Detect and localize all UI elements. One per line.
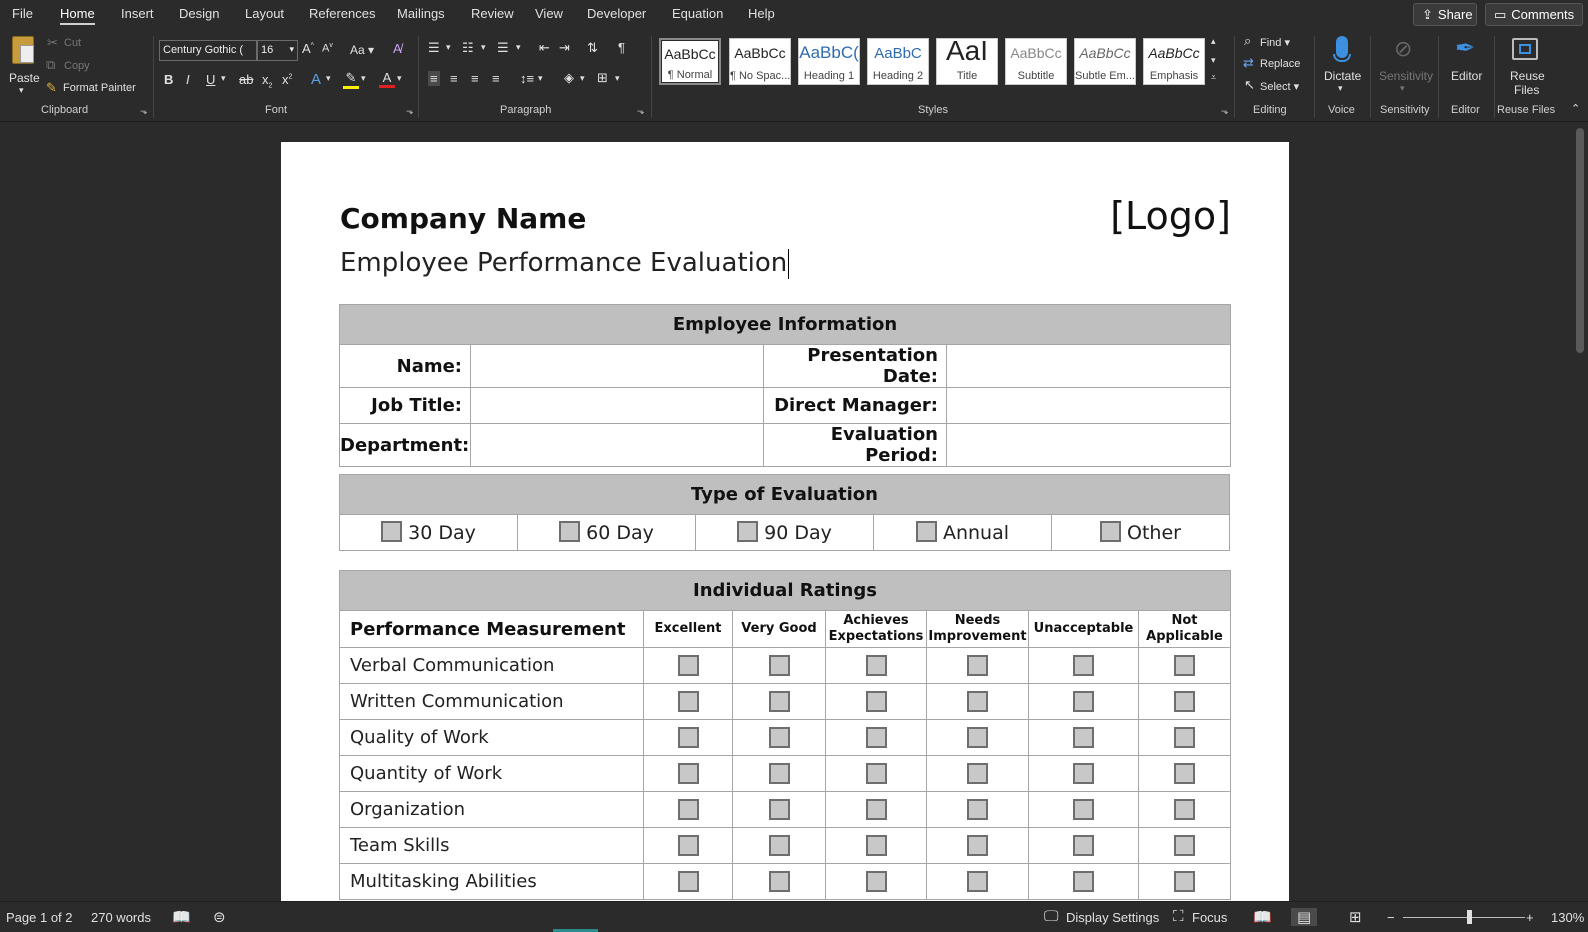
chevron-down-icon[interactable]: ▾: [326, 73, 331, 83]
tab-equation[interactable]: Equation: [672, 6, 724, 21]
scrollbar-thumb[interactable]: [1576, 128, 1584, 353]
zoom-slider-thumb[interactable]: [1467, 910, 1472, 924]
comment-icon: ▭: [1494, 6, 1507, 22]
zoom-out-button[interactable]: −: [1387, 910, 1395, 925]
tab-mailings[interactable]: Mailings: [397, 6, 445, 21]
rating-cell: [733, 828, 826, 864]
rating-cell: [1139, 756, 1231, 792]
read-mode-book-icon[interactable]: 📖: [172, 909, 191, 926]
select-cursor-icon: ↖: [1244, 77, 1255, 92]
rating-column-header: Unacceptable: [1029, 611, 1139, 648]
paste-button[interactable]: Paste ▾: [8, 34, 40, 96]
clipboard-group-label: Clipboard: [41, 104, 89, 116]
evaluation-type-heading: Type of Evaluation: [340, 475, 1230, 515]
rating-checkbox[interactable]: [967, 727, 988, 748]
focus-button[interactable]: Focus: [1192, 910, 1228, 925]
rating-cell: [644, 756, 733, 792]
display-settings-button[interactable]: Display Settings: [1066, 910, 1160, 925]
presentation-date-label: Presentation Date:: [764, 345, 947, 388]
rating-column-header: Not Applicable: [1139, 611, 1231, 648]
rating-cell: [644, 648, 733, 684]
table-row: [340, 648, 1231, 684]
rating-checkbox[interactable]: [1174, 799, 1195, 820]
table-row: [340, 756, 1231, 792]
align-center-icon[interactable]: ≡: [450, 71, 458, 86]
copy-button[interactable]: Copy: [64, 60, 90, 72]
rating-cell: [1029, 720, 1139, 756]
numbering-icon[interactable]: ☷: [462, 40, 474, 55]
evaluation-option-annual[interactable]: Annual: [874, 515, 1052, 551]
reuse-files-group-label: Reuse Files: [1497, 104, 1556, 116]
gallery-more-icon[interactable]: ⩡: [1211, 72, 1217, 82]
rating-checkbox[interactable]: [1174, 655, 1195, 676]
copy-icon: ⧉: [46, 57, 56, 72]
rating-cell: [826, 684, 927, 720]
rating-column-header: Very Good: [733, 611, 826, 648]
highlight-icon[interactable]: ✎: [343, 70, 359, 89]
style-subtitle[interactable]: AaBbCc Subtitle: [1005, 38, 1067, 85]
logo-placeholder[interactable]: [Logo]: [1110, 194, 1231, 238]
comments-button[interactable]: ▭ Comments: [1485, 3, 1583, 26]
tab-references[interactable]: References: [309, 6, 376, 21]
rating-cell: [1029, 648, 1139, 684]
name-label: Name:: [340, 345, 471, 388]
editor-group-label: Editor: [1451, 104, 1480, 116]
rating-cell: [927, 756, 1029, 792]
gallery-down-icon[interactable]: ▾: [1211, 55, 1216, 65]
zoom-level[interactable]: 130%: [1551, 910, 1585, 925]
sensitivity-icon: ⊘: [1394, 36, 1413, 61]
cut-button[interactable]: Cut: [64, 37, 82, 49]
table-row: [340, 684, 1231, 720]
chevron-down-icon[interactable]: ▾: [446, 42, 451, 52]
tab-insert[interactable]: Insert: [121, 6, 154, 21]
text-cursor: [788, 249, 789, 279]
rating-checkbox[interactable]: [967, 871, 988, 892]
rating-checkbox[interactable]: [967, 763, 988, 784]
style-title[interactable]: AaI Title: [936, 38, 998, 85]
gallery-up-icon[interactable]: ▴: [1211, 36, 1216, 46]
ratings-table: [339, 570, 1231, 900]
display-settings-icon: 🖵: [1044, 908, 1059, 925]
rating-checkbox[interactable]: [678, 691, 699, 712]
rating-checkbox[interactable]: [678, 763, 699, 784]
direct-manager-label: Direct Manager:: [764, 388, 947, 424]
rating-checkbox[interactable]: [1073, 763, 1094, 784]
paragraph-launcher-icon[interactable]: ⬎: [637, 106, 645, 116]
pilcrow-icon[interactable]: ¶: [618, 40, 625, 55]
chevron-down-icon[interactable]: ▾: [221, 73, 226, 83]
rating-cell: [826, 792, 927, 828]
rating-checkbox[interactable]: [769, 727, 790, 748]
subscript-button[interactable]: $x_2$: [262, 72, 273, 90]
text-effects-icon[interactable]: A: [311, 71, 322, 88]
editor-button[interactable]: ✒ Editor: [1451, 35, 1483, 83]
rating-checkbox[interactable]: [1174, 835, 1195, 856]
rating-cell: [733, 756, 826, 792]
strikethrough-button[interactable]: ab: [239, 72, 254, 87]
evaluation-option-90-day[interactable]: 90 Day: [696, 515, 874, 551]
rating-cell: [927, 864, 1029, 900]
chevron-down-icon[interactable]: ▾: [615, 73, 620, 83]
select-button[interactable]: Select ▾: [1260, 81, 1300, 93]
print-layout-icon[interactable]: ▤: [1291, 908, 1317, 926]
multilevel-list-icon[interactable]: ☰: [497, 40, 509, 55]
checkbox[interactable]: [737, 521, 758, 542]
chevron-down-icon[interactable]: ▾: [361, 73, 366, 83]
rating-checkbox[interactable]: [1174, 727, 1195, 748]
chevron-down-icon[interactable]: ▾: [481, 42, 486, 52]
checkbox[interactable]: [916, 521, 937, 542]
evaluation-type-table: [339, 474, 1230, 551]
checkbox[interactable]: [381, 521, 402, 542]
tab-file[interactable]: File: [12, 6, 33, 21]
name-field[interactable]: [471, 345, 764, 388]
rating-cell: [733, 720, 826, 756]
rating-cell: [1029, 684, 1139, 720]
rating-column-header: Achieves Expectations: [826, 611, 927, 648]
rating-checkbox[interactable]: [967, 691, 988, 712]
vertical-scrollbar[interactable]: [1572, 123, 1588, 901]
style-no-spacing[interactable]: AaBbCc ¶ No Spac...: [729, 38, 791, 85]
align-left-icon[interactable]: ≡: [430, 71, 438, 86]
rating-cell: [826, 648, 927, 684]
performance-measure-name: Multitasking Abilities: [340, 864, 644, 900]
voice-group-label: Voice: [1328, 104, 1355, 116]
status-bar: [0, 901, 1588, 932]
rating-cell: [826, 864, 927, 900]
style-heading-2[interactable]: AaBbC Heading 2: [867, 38, 929, 85]
rating-cell: [927, 684, 1029, 720]
rating-cell: [1139, 684, 1231, 720]
font-size-combo[interactable]: 16 ▾: [257, 40, 298, 61]
rating-checkbox[interactable]: [967, 835, 988, 856]
borders-icon[interactable]: ⊞: [597, 70, 608, 85]
rating-checkbox[interactable]: [678, 799, 699, 820]
rating-cell: [1139, 828, 1231, 864]
accessibility-icon[interactable]: ⊜: [213, 909, 226, 926]
direct-manager-field[interactable]: [947, 388, 1231, 424]
underline-button[interactable]: U: [206, 72, 216, 87]
editor-pen-icon: ✒: [1455, 35, 1476, 62]
format-painter-button[interactable]: Format Painter: [63, 82, 136, 94]
ratings-heading: Individual Ratings: [340, 571, 1231, 611]
rating-checkbox[interactable]: [866, 799, 887, 820]
rating-checkbox[interactable]: [866, 727, 887, 748]
rating-cell: [927, 648, 1029, 684]
rating-checkbox[interactable]: [967, 655, 988, 676]
rating-cell: [644, 828, 733, 864]
web-layout-icon[interactable]: ⊞: [1349, 909, 1362, 926]
performance-measure-name: Written Communication: [340, 684, 644, 720]
evaluation-option-other[interactable]: Other: [1052, 515, 1230, 551]
share-icon: ⇪: [1422, 6, 1433, 22]
performance-measure-name: Quantity of Work: [340, 756, 644, 792]
document-canvas: [0, 123, 1572, 901]
company-name[interactable]: Company Name: [340, 202, 587, 235]
employee-info-heading: Employee Information: [340, 305, 1231, 345]
rating-checkbox[interactable]: [1174, 691, 1195, 712]
font-name-combo[interactable]: Century Gothic (: [159, 40, 257, 61]
chevron-down-icon: ▾: [289, 44, 294, 54]
sort-icon[interactable]: ⇅: [587, 40, 598, 55]
read-mode-icon[interactable]: 📖: [1253, 909, 1272, 926]
rating-checkbox[interactable]: [1073, 799, 1094, 820]
rating-checkbox[interactable]: [866, 691, 887, 712]
increase-indent-icon[interactable]: ⇥: [559, 40, 570, 55]
zoom-in-button[interactable]: +: [1526, 910, 1534, 925]
rating-cell: [644, 864, 733, 900]
clear-formatting-icon[interactable]: A̸: [393, 41, 402, 56]
rating-checkbox[interactable]: [769, 655, 790, 676]
styles-launcher-icon[interactable]: ⬎: [1221, 106, 1229, 116]
align-right-icon[interactable]: ≡: [471, 71, 479, 86]
rating-checkbox[interactable]: [1073, 835, 1094, 856]
clipboard-launcher-icon[interactable]: ⬎: [140, 106, 148, 116]
table-row: [340, 864, 1231, 900]
rating-cell: [1029, 792, 1139, 828]
rating-rows: [340, 648, 1231, 900]
rating-checkbox[interactable]: [866, 655, 887, 676]
rating-cell: [927, 792, 1029, 828]
rating-cell: [1139, 792, 1231, 828]
shrink-font-icon[interactable]: $A^v$: [322, 42, 333, 55]
style-heading-1[interactable]: AaBbC( Heading 1: [798, 38, 860, 85]
shading-icon[interactable]: ◈: [564, 70, 574, 85]
rating-checkbox[interactable]: [866, 871, 887, 892]
rating-cell: [826, 756, 927, 792]
performance-measure-name: Team Skills: [340, 828, 644, 864]
evaluation-option-30-day[interactable]: 30 Day: [340, 515, 518, 551]
style-normal[interactable]: AaBbCc ¶ Normal: [659, 38, 721, 85]
department-label: Department:: [340, 424, 471, 467]
rating-cell: [1029, 828, 1139, 864]
rating-checkbox[interactable]: [1174, 871, 1195, 892]
checkbox[interactable]: [1100, 521, 1121, 542]
tab-design[interactable]: Design: [179, 6, 220, 21]
rating-cell: [927, 720, 1029, 756]
focus-icon: ⛶: [1173, 908, 1184, 925]
rating-checkbox[interactable]: [1073, 655, 1094, 676]
performance-measure-name: Quality of Work: [340, 720, 644, 756]
rating-cell: [1029, 756, 1139, 792]
rating-checkbox[interactable]: [1073, 871, 1094, 892]
superscript-button[interactable]: $x^2$: [282, 72, 293, 87]
evaluation-option-60-day[interactable]: 60 Day: [518, 515, 696, 551]
table-row: [340, 828, 1231, 864]
page-count[interactable]: Page 1 of 2: [6, 910, 73, 925]
replace-icon: ⇄: [1243, 55, 1254, 70]
collapse-ribbon-icon[interactable]: ⌃: [1571, 103, 1581, 115]
line-spacing-icon[interactable]: ↕≡: [520, 71, 535, 86]
chevron-down-icon: ▾: [1400, 83, 1405, 93]
grow-font-icon[interactable]: A^: [302, 41, 314, 56]
chevron-down-icon[interactable]: ▾: [516, 42, 521, 52]
paste-icon: [12, 36, 34, 64]
job-title-field[interactable]: [471, 388, 764, 424]
rating-checkbox[interactable]: [769, 691, 790, 712]
rating-checkbox[interactable]: [769, 835, 790, 856]
tab-review[interactable]: Review: [471, 6, 514, 21]
rating-checkbox[interactable]: [678, 835, 699, 856]
rating-column-header: Excellent: [644, 611, 733, 648]
cut-icon: ✂: [47, 35, 58, 50]
ribbon: [0, 30, 1588, 122]
rating-cell: [1139, 720, 1231, 756]
rating-checkbox[interactable]: [1174, 763, 1195, 784]
rating-checkbox[interactable]: [769, 799, 790, 820]
change-case-button[interactable]: Aa ▾: [350, 43, 375, 57]
chevron-down-icon: ▾: [1338, 83, 1343, 93]
rating-cell: [733, 864, 826, 900]
sensitivity-group-label: Sensitivity: [1380, 104, 1430, 116]
sensitivity-button[interactable]: ⊘ Sensitivity ▾: [1379, 36, 1434, 93]
bullets-icon[interactable]: ☰: [428, 40, 440, 55]
presentation-date-field[interactable]: [947, 345, 1231, 388]
tab-view[interactable]: View: [535, 6, 563, 21]
evaluation-period-field[interactable]: [947, 424, 1231, 467]
chevron-down-icon[interactable]: ▾: [397, 73, 402, 83]
chevron-down-icon[interactable]: ▾: [538, 73, 543, 83]
document-page[interactable]: [281, 142, 1289, 901]
rating-checkbox[interactable]: [769, 871, 790, 892]
rating-checkbox[interactable]: [678, 871, 699, 892]
document-title[interactable]: Employee Performance Evaluation: [340, 248, 788, 278]
share-button[interactable]: ⇪ Share: [1413, 3, 1477, 26]
rating-checkbox[interactable]: [678, 655, 699, 676]
tab-help[interactable]: Help: [748, 6, 775, 21]
rating-cell: [644, 792, 733, 828]
styles-group-label: Styles: [918, 104, 948, 116]
rating-cell: [1139, 864, 1231, 900]
rating-cell: [826, 828, 927, 864]
bold-button[interactable]: B: [164, 72, 174, 87]
italic-button[interactable]: I: [186, 72, 190, 87]
replace-button[interactable]: Replace: [1260, 58, 1301, 70]
rating-cell: [733, 792, 826, 828]
reuse-files-button[interactable]: Reuse Files: [1500, 32, 1552, 98]
rating-checkbox[interactable]: [866, 763, 887, 784]
performance-measurement-header: Performance Measurement: [340, 611, 644, 648]
evaluation-period-label: Evaluation Period:: [764, 424, 947, 467]
rating-cell: [644, 684, 733, 720]
rating-checkbox[interactable]: [1073, 691, 1094, 712]
style-subtle-emphasis[interactable]: AaBbCc Subtle Em...: [1074, 38, 1136, 85]
rating-checkbox[interactable]: [967, 799, 988, 820]
find-button[interactable]: Find ▾: [1260, 37, 1290, 49]
rating-cell: [826, 720, 927, 756]
format-painter-icon: ✎: [46, 80, 57, 95]
tab-developer[interactable]: Developer: [587, 6, 647, 21]
reuse-files-icon: [1512, 38, 1538, 60]
chevron-down-icon[interactable]: ▾: [580, 73, 585, 83]
dictate-button[interactable]: Dictate ▾: [1320, 32, 1366, 98]
rating-cell: [1139, 648, 1231, 684]
performance-measure-name: Verbal Communication: [340, 648, 644, 684]
tab-layout[interactable]: Layout: [245, 6, 285, 21]
employee-info-table: [339, 304, 1231, 467]
rating-checkbox[interactable]: [1073, 727, 1094, 748]
checkbox[interactable]: [559, 521, 580, 542]
font-launcher-icon[interactable]: ⬎: [406, 106, 414, 116]
font-color-icon[interactable]: A: [379, 70, 395, 88]
table-row: [340, 792, 1231, 828]
decrease-indent-icon[interactable]: ⇤: [539, 40, 550, 55]
table-row: [340, 720, 1231, 756]
menu-bar: [0, 0, 1588, 30]
font-group-label: Font: [265, 104, 288, 116]
chevron-down-icon: ▾: [19, 85, 24, 95]
job-title-label: Job Title:: [340, 388, 471, 424]
paragraph-group-label: Paragraph: [500, 104, 552, 116]
rating-cell: [927, 828, 1029, 864]
department-field[interactable]: [471, 424, 764, 467]
rating-cell: [1029, 864, 1139, 900]
rating-cell: [733, 648, 826, 684]
word-count[interactable]: 270 words: [91, 910, 151, 925]
rating-cell: [733, 684, 826, 720]
rating-column-header: Needs Improvement: [927, 611, 1029, 648]
rating-checkbox[interactable]: [866, 835, 887, 856]
style-emphasis[interactable]: AaBbCc Emphasis: [1143, 38, 1205, 85]
justify-icon[interactable]: ≡: [492, 71, 500, 86]
zoom-slider[interactable]: [1403, 917, 1525, 918]
editing-group-label: Editing: [1253, 104, 1287, 116]
rating-checkbox[interactable]: [769, 763, 790, 784]
performance-measure-name: Organization: [340, 792, 644, 828]
rating-checkbox[interactable]: [678, 727, 699, 748]
search-icon: ⌕: [1244, 33, 1252, 48]
tab-home[interactable]: Home: [60, 6, 95, 21]
rating-cell: [644, 720, 733, 756]
